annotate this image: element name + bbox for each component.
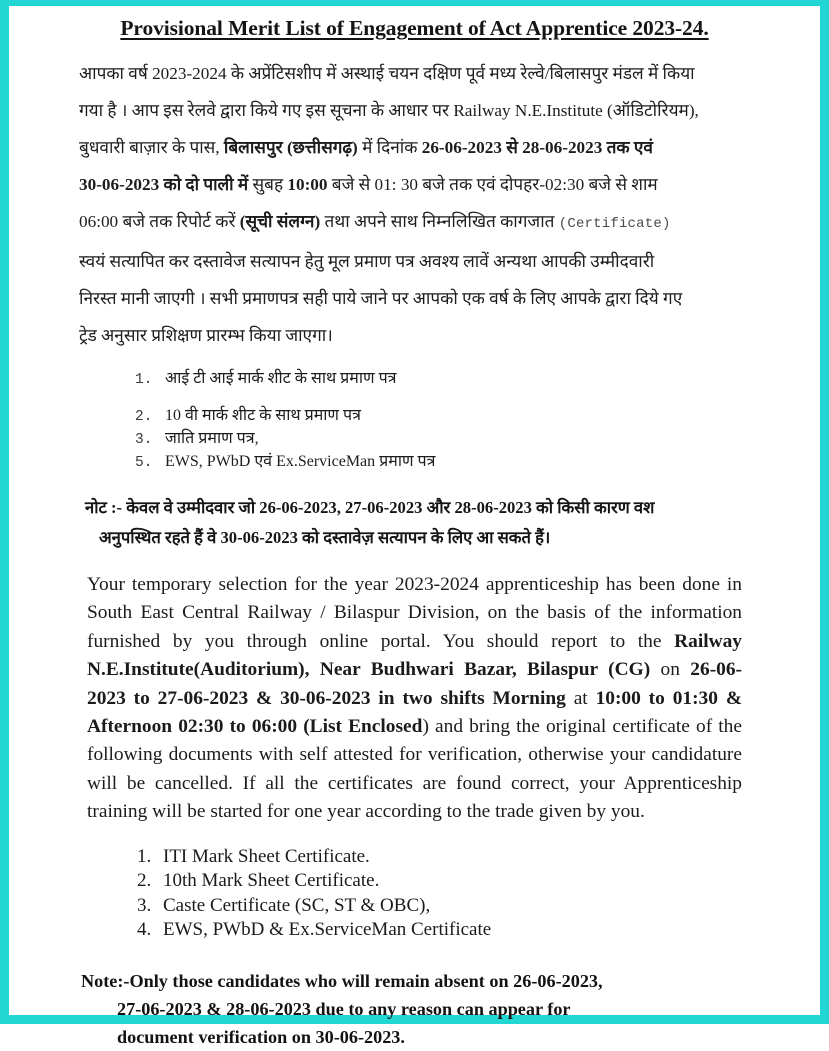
english-run: on: [650, 659, 691, 681]
list-item: [137, 918, 820, 943]
english-note-line: Note:-Only those candidates who will remain absent on 26-06-2023,: [81, 971, 603, 992]
list-item-label: 10 वी मार्क शीट के साथ प्रमाण पत्र: [165, 407, 361, 424]
hindi-run-bold: बिलासपुर (छत्तीसगढ़): [223, 138, 358, 157]
hindi-run-bold: 30-06-2023 को दो पाली में: [79, 175, 249, 194]
hindi-run-mono: (Certificate): [558, 216, 671, 232]
english-run: Your temporary selection for the year 2023-2024 apprenticeship has been done in South East Central Railway / Bilaspur Division, on the basis of the information furnished by you through online portal. You should report to the: [87, 574, 742, 652]
list-item-label: Caste Certificate (SC, ST & OBC),: [163, 894, 431, 916]
hindi-run: बुधवारी बाज़ार के पास,: [79, 138, 224, 157]
hindi-run: 06:00 बजे तक रिपोर्ट करें: [79, 212, 240, 231]
english-note-line: 27-06-2023 & 28-06-2023 due to any reason can appear for: [117, 999, 571, 1020]
page-title: [9, 16, 820, 41]
list-item: [135, 426, 820, 448]
page-title-text: Provisional Merit List of Engagement of Act Apprentice 2023-24.: [120, 16, 709, 40]
hindi-document-list: [9, 366, 820, 471]
list-item-number: 3.: [135, 432, 153, 448]
list-item: [137, 894, 820, 919]
hindi-paragraph-line: [79, 243, 756, 280]
list-item: [137, 845, 820, 870]
list-item-number: 2.: [135, 409, 153, 425]
list-item-number: 1.: [135, 372, 153, 388]
hindi-paragraph-line: [79, 55, 756, 92]
english-paragraph: [9, 571, 820, 827]
english-run-bold: 26-06-2023 to 27-06-2023 & 30-06-2023 in two shifts Morning: [87, 659, 742, 709]
hindi-run: गया है । आप इस रेलवे द्वारा किये गए इस सूचना के आधार पर Railway N.E.Institute (ऑडिटोरियम),: [79, 101, 699, 120]
hindi-run: आपका वर्ष 2023-2024 के अप्रेंटिसशीप में अस्थाई चयन दक्षिण पूर्व मध्य रेल्वे/बिलासपुर मंडल में किया: [79, 64, 695, 83]
list-item: [137, 869, 820, 894]
english-document-list: [9, 845, 820, 943]
english-run-bold: 10:00 to 01:30 & Afternoon 02:30 to 06:00 (List Enclosed: [87, 687, 742, 738]
list-item: [135, 366, 820, 388]
list-item-number: 1.: [137, 845, 152, 867]
list-item-label: 10th Mark Sheet Certificate.: [163, 870, 380, 892]
list-item-number: 4.: [137, 919, 152, 941]
hindi-run: स्वयं सत्यापित कर दस्तावेज सत्यापन हेतु मूल प्रमाण पत्र अवश्य लावें अन्यथा आपकी उम्मीदवारी: [79, 252, 655, 271]
hindi-run-bold: (सूची संलग्न): [239, 212, 321, 231]
hindi-paragraph-line: [79, 92, 756, 129]
hindi-note-line: नोट :- केवल वे उम्मीदवार जो 26-06-2023, 27-06-2023 और 28-06-2023 को किसी कारण वश: [85, 498, 655, 517]
list-item: [135, 403, 820, 425]
hindi-paragraph-line: [79, 280, 756, 317]
list-item-label: ITI Mark Sheet Certificate.: [163, 845, 370, 867]
english-note: [9, 967, 820, 1051]
list-item-number: 2.: [137, 870, 152, 892]
hindi-paragraph-line: [79, 203, 756, 243]
hindi-run: में दिनांक: [357, 138, 422, 157]
document-sheet: [9, 6, 820, 1048]
hindi-run: बजे से 01: 30 बजे तक एवं दोपहर-02:30 बजे से शाम: [327, 175, 658, 194]
hindi-paragraph-line: [79, 166, 756, 203]
english-note-line: document verification on 30-06-2023.: [117, 1027, 405, 1048]
list-item-label: EWS, PWbD एवं Ex.ServiceMan प्रमाण पत्र: [165, 453, 436, 470]
hindi-run: तथा अपने साथ निम्नलिखित कागजात: [320, 212, 559, 231]
hindi-run-bold: 26-06-2023 से 28-06-2023 तक एवं: [421, 138, 653, 157]
hindi-paragraph-line: [79, 129, 756, 166]
list-item-label: EWS, PWbD & Ex.ServiceMan Certificate: [163, 919, 492, 941]
hindi-paragraph: [9, 55, 820, 354]
english-run: at: [565, 687, 596, 709]
hindi-paragraph-line: [79, 317, 756, 354]
list-item-label: जाति प्रमाण पत्र,: [165, 430, 259, 447]
english-run-bold: Railway N.E.Institute(Auditorium), Near Budhwari Bazar, Bilaspur (CG): [87, 630, 742, 681]
list-item: [135, 449, 820, 471]
english-run: ) and bring the original certificate of the following documents with self attested for verification, otherwise your candidature will be cancelled. If all the certificates are found correct, your Apprenticeship training will be started for one year according to the trade given by you.: [87, 716, 742, 823]
list-item-label: आई टी आई मार्क शीट के साथ प्रमाण पत्र: [165, 370, 397, 387]
hindi-run: सुबह: [248, 175, 288, 194]
list-item-number: 3.: [137, 894, 152, 916]
hindi-note-line: अनुपस्थित रहते हैं वे 30-06-2023 को दस्तावेज़ सत्यापन के लिए आ सकते हैं।: [99, 528, 551, 547]
list-item-number: 5.: [135, 455, 153, 471]
hindi-run: ट्रेड अनुसार प्रशिक्षण प्रारम्भ किया जाएगा।: [79, 326, 333, 345]
hindi-note: [9, 493, 820, 553]
hindi-run: निरस्त मानी जाएगी । सभी प्रमाणपत्र सही पाये जाने पर आपको एक वर्ष के लिए आपके द्वारा दिये गए: [79, 289, 683, 308]
hindi-run-bold: 10:00: [287, 175, 328, 194]
